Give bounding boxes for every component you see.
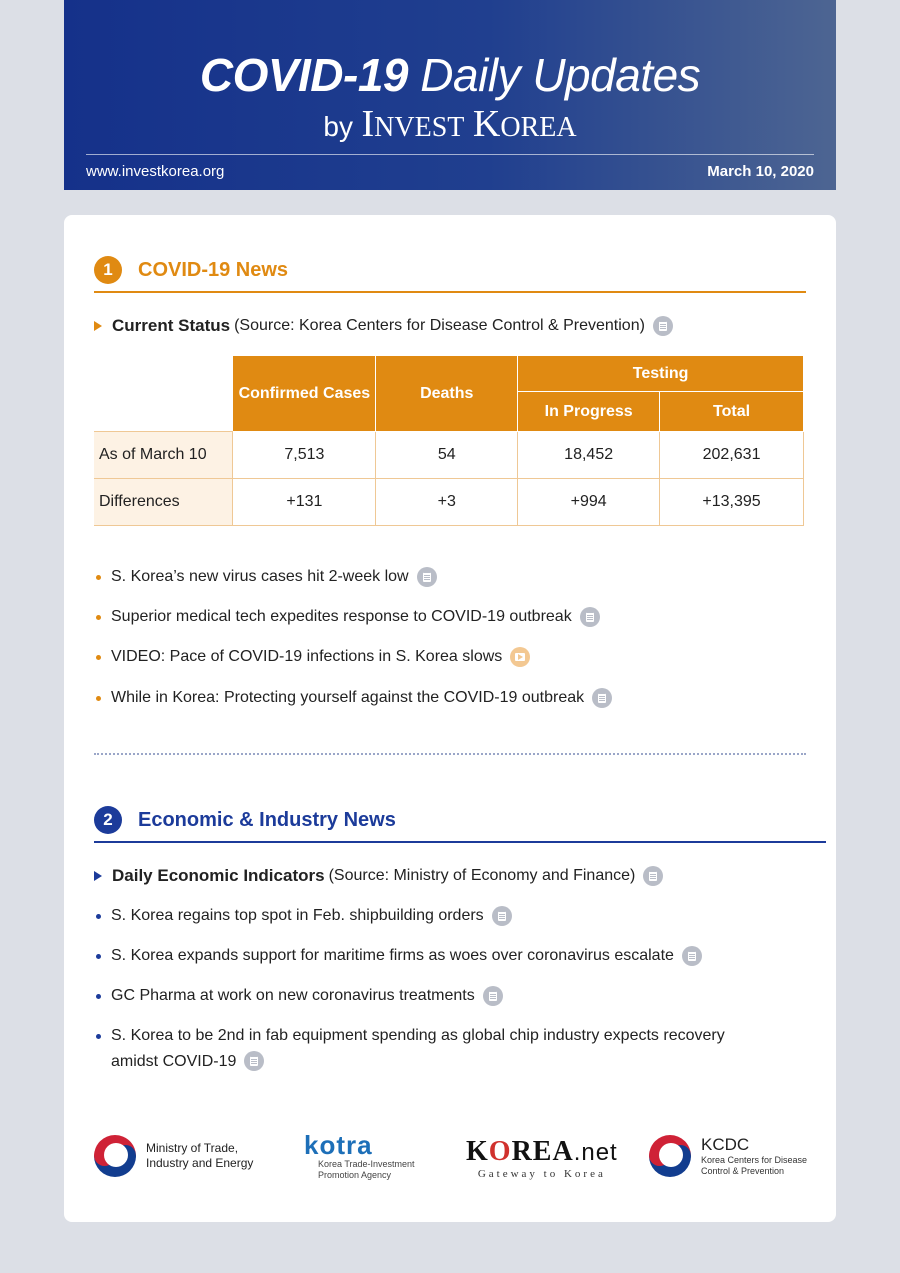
news-link[interactable]: VIDEO: Pace of COVID-19 infections in S. Korea slows <box>111 648 503 666</box>
motie-name <box>146 1141 253 1171</box>
brand-part: OREA <box>500 112 577 143</box>
section-title: Economic & Industry News <box>138 808 396 831</box>
indicators-label: Daily Economic Indicators <box>112 866 325 885</box>
cell-confirmed: +131 <box>233 479 376 526</box>
covid-news-list <box>94 567 612 728</box>
cell-in-progress: 18,452 <box>518 432 660 479</box>
kotra-subtitle <box>318 1159 415 1181</box>
motie-line: Ministry of Trade, <box>146 1141 239 1155</box>
brand-letter: I <box>361 103 375 145</box>
cell-confirmed: 7,513 <box>233 432 376 479</box>
page-subtitle <box>64 104 836 148</box>
kcdc-wordmark: KCDC <box>701 1135 750 1154</box>
news-link[interactable]: S. Korea’s new virus cases hit 2-week low <box>111 568 409 586</box>
section-1-header <box>94 256 288 284</box>
status-table <box>94 355 804 526</box>
news-link[interactable]: S. Korea expands support for maritime firms as woes over coronavirus escalate <box>111 947 674 965</box>
news-link[interactable]: S. Korea to be 2nd in fab equipment spending as global chip industry expects recovery amidst COVID-19 <box>111 1026 725 1070</box>
document-icon[interactable] <box>653 316 673 336</box>
header-in-progress: In Progress <box>518 392 660 432</box>
status-source: (Source: Korea Centers for Disease Control & Prevention) <box>234 317 645 334</box>
koreanet-letter: K <box>466 1136 489 1167</box>
triangle-bullet-icon <box>94 321 102 331</box>
content-card <box>64 215 836 1222</box>
header-testing: Testing <box>518 356 804 392</box>
section-divider <box>94 841 826 843</box>
dotted-divider <box>94 753 806 755</box>
brand-letter: K <box>472 103 501 145</box>
cell-total: +13,395 <box>660 479 804 526</box>
header-banner <box>64 0 836 190</box>
section-title: COVID-19 News <box>138 258 289 281</box>
section-number: 1 <box>94 256 122 284</box>
brand-part: NVEST <box>374 112 465 143</box>
document-icon[interactable] <box>417 567 437 587</box>
economic-news-list <box>94 906 774 1095</box>
subtitle-by: by <box>323 111 353 142</box>
row-label: As of March 10 <box>94 432 233 479</box>
document-icon[interactable] <box>682 946 702 966</box>
kcdc-name <box>701 1135 807 1177</box>
document-icon[interactable] <box>580 607 600 627</box>
list-item[interactable] <box>94 946 774 966</box>
document-icon[interactable] <box>643 866 663 886</box>
kotra-line: Korea Trade-Investment <box>318 1159 415 1169</box>
status-label: Current Status <box>112 316 231 335</box>
section-2-header <box>94 806 396 834</box>
title-bold: COVID-19 <box>199 49 409 101</box>
list-item[interactable] <box>94 607 612 627</box>
koreanet-wordmark: KOREA.net <box>466 1136 618 1167</box>
list-item[interactable] <box>94 688 612 708</box>
list-item[interactable] <box>94 1023 774 1075</box>
koreanet-suffix: net <box>581 1139 618 1166</box>
document-icon[interactable] <box>483 986 503 1006</box>
header-deaths: Deaths <box>376 356 518 432</box>
list-item[interactable] <box>94 567 612 587</box>
cell-deaths: +3 <box>376 479 518 526</box>
document-icon[interactable] <box>492 906 512 926</box>
cell-in-progress: +994 <box>518 479 660 526</box>
issue-date: March 10, 2020 <box>707 163 814 180</box>
kotra-logo <box>304 1131 415 1181</box>
header-divider <box>86 154 814 155</box>
motie-line: Industry and Energy <box>146 1156 254 1170</box>
kcdc-line: Control & Prevention <box>701 1166 785 1176</box>
news-link[interactable]: S. Korea regains top spot in Feb. shipbuilding orders <box>111 907 484 925</box>
koreanet-letter: O <box>488 1136 512 1167</box>
taegeuk-icon <box>94 1135 136 1177</box>
news-link[interactable]: Superior medical tech expedites response to COVID-19 outbreak <box>111 608 572 626</box>
koreanet-tagline: Gateway to Korea <box>477 1168 606 1180</box>
document-icon[interactable] <box>592 688 612 708</box>
news-link[interactable]: GC Pharma at work on new coronavirus treatments <box>111 987 475 1005</box>
kcdc-logo <box>649 1135 807 1177</box>
motie-logo <box>94 1135 253 1177</box>
section-divider <box>94 291 806 293</box>
cell-total: 202,631 <box>660 432 804 479</box>
title-rest: Daily Updates <box>420 49 701 101</box>
news-link[interactable]: While in Korea: Protecting yourself against the COVID-19 outbreak <box>111 688 585 706</box>
section-number: 2 <box>94 806 122 834</box>
header-total: Total <box>660 392 804 432</box>
table-row <box>94 479 804 526</box>
document-icon[interactable] <box>244 1051 264 1071</box>
list-item[interactable] <box>94 986 774 1006</box>
partner-logos <box>94 1130 814 1195</box>
current-status-line <box>94 316 673 336</box>
page-title <box>64 48 836 102</box>
list-item[interactable] <box>94 906 774 926</box>
header-confirmed: Confirmed Cases <box>233 356 376 432</box>
website-link[interactable]: www.investkorea.org <box>86 163 225 180</box>
kotra-wordmark: kotra <box>304 1130 373 1160</box>
koreanet-logo <box>466 1137 618 1180</box>
table-row <box>94 432 804 479</box>
kotra-line: Promotion Agency <box>318 1170 392 1180</box>
row-label: Differences <box>94 479 233 526</box>
cell-deaths: 54 <box>376 432 518 479</box>
koreanet-letters: REA <box>511 1136 574 1167</box>
table-corner <box>94 356 233 432</box>
video-icon[interactable] <box>510 647 530 667</box>
taegeuk-icon <box>649 1135 691 1177</box>
indicators-source: (Source: Ministry of Economy and Finance) <box>328 867 636 884</box>
economic-indicators-line <box>94 866 663 886</box>
triangle-bullet-icon <box>94 871 102 881</box>
list-item[interactable] <box>94 647 612 667</box>
kcdc-line: Korea Centers for Disease <box>701 1155 808 1165</box>
